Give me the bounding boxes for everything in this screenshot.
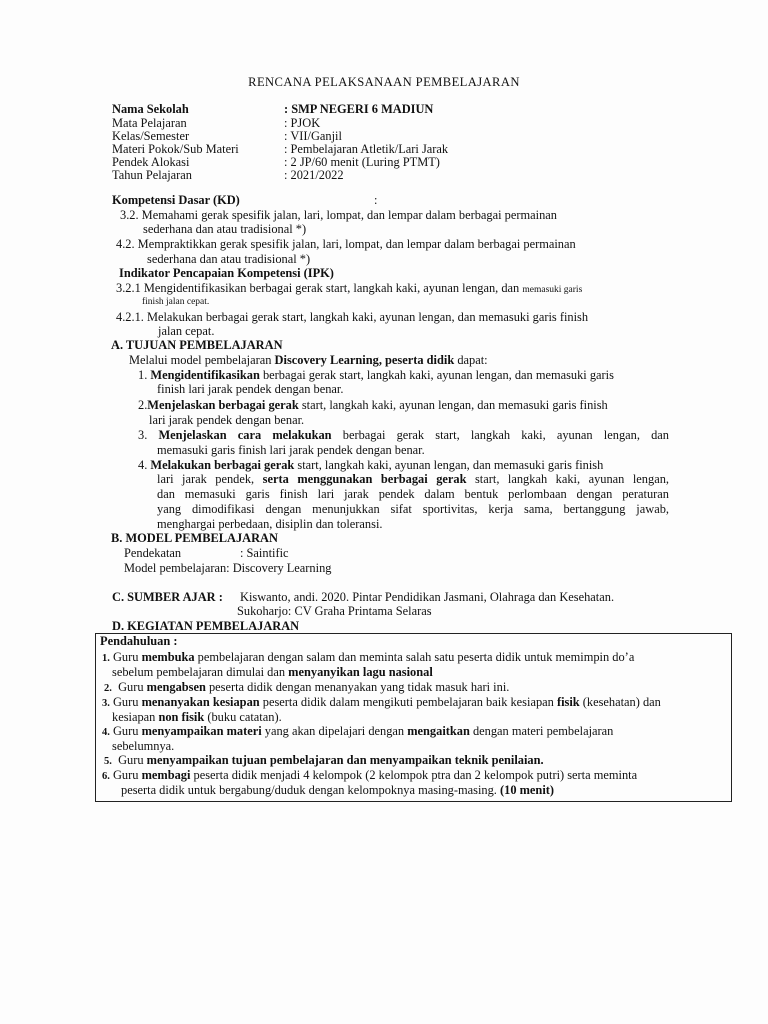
tujuan-item-1 [138,368,614,382]
p4-bold2: mengaitkan [407,724,470,738]
tujuan-item-2 [138,398,608,412]
p1-pre: Guru [112,650,142,664]
tujuan-1-rest: berbagai gerak start, langkah kaki, ayunan lengan, dan memasuki garis [259,368,614,382]
tujuan-4b-pre: lari jarak pendek, [157,472,263,486]
tahun-label: Tahun Pelajaran [112,168,192,182]
tujuan-3-rest: berbagai gerak start, langkah kaki, ayunan lengan, dan [331,428,669,442]
alokasi-label: Pendek Alokasi [112,155,190,169]
p6b-pre: peserta didik untuk bergabung/duduk dengan kelompoknya masing-masing. [121,783,500,797]
ipk-heading: Indikator Pencapaian Kompetensi (IPK) [119,266,334,280]
p1b-bold: menyanyikan lagu nasional [288,665,433,679]
ipk-3-2-1-text: 3.2.1 Mengidentifikasikan berbagai gerak start, langkah kaki, ayunan lengan, dan [116,281,520,295]
tujuan-intro-post: dapat: [454,353,488,367]
mapel-label: Mata Pelajaran [112,116,187,130]
pendahuluan-item-1 [102,650,634,666]
p3-rest2: (kesehatan) dan [579,695,661,709]
sumber-line1: Kiswanto, andi. 2020. Pintar Pendidikan Jasmani, Olahraga dan Kesehatan. [240,590,615,604]
p3b-bold: non fisik [158,710,205,724]
p3b-pre: kesiapan [112,710,159,724]
kd-heading: Kompetensi Dasar (KD) [112,193,240,207]
tujuan-item-4-line2 [157,472,669,486]
kd-4-2-line2: sederhana dan atau tradisional *) [147,252,311,266]
tujuan-4-num: 4. [138,458,148,472]
pendekatan-value: : Saintific [240,546,289,560]
p1-rest: pembelajaran dengan salam dan meminta salah satu peserta didik untuk memimpin do’a [194,650,635,664]
tujuan-item-4-line5: menghargai perbedaan, disiplin dan toleransi. [157,517,383,531]
tujuan-item-4-line3: dan memasuki garis finish lari jarak pendek dalam bentuk perlombaan dengan peraturan [157,487,669,501]
p4-num: 4. [102,727,110,738]
tujuan-1-num: 1. [138,368,148,382]
pendahuluan-item-4-line2: sebelumnya. [112,739,175,753]
tujuan-4b-post: start, langkah kaki, ayunan lengan, [466,472,669,486]
tujuan-2-rest: start, langkah kaki, ayunan lengan, dan memasuki garis finish [298,398,608,412]
p4-bold: menyampaikan materi [141,724,262,738]
pendahuluan-title: Pendahuluan : [100,634,178,648]
p2-num: 2. [104,683,112,694]
kelas-value: : VII/Ganjil [284,129,342,143]
pendekatan-label: Pendekatan [124,546,182,560]
p4-rest2: dengan materi pembelajaran [469,724,614,738]
kegiatan-heading: D. KEGIATAN PEMBELAJARAN [112,619,300,633]
kd-3-2-line2: sederhana dan atau tradisional *) [143,222,307,236]
tujuan-heading: A. TUJUAN PEMBELAJARAN [111,338,283,352]
kelas-label: Kelas/Semester [112,129,190,143]
kd-colon: : [374,193,378,207]
p2-pre: Guru [118,680,147,694]
p6-bold: membagi [141,768,191,782]
p3-pre: Guru [112,695,142,709]
pendahuluan-item-3 [102,695,661,711]
p6-pre: Guru [112,768,142,782]
tujuan-2-bold: Menjelaskan berbagai gerak [147,398,299,412]
p1-num: 1. [102,653,110,664]
kd-3-2-line1: 3.2. Memahami gerak spesifik jalan, lari, lompat, dan lempar dalam berbagai permainan [120,208,557,222]
tujuan-4-bold: Melakukan berbagai gerak [150,458,295,472]
alokasi-value: : 2 JP/60 menit (Luring PTMT) [284,155,440,169]
p5-pre: Guru [118,753,147,767]
kd-4-2-line1: 4.2. Mempraktikkan gerak spesifik jalan, lari, lompat, dan lempar dalam berbagai permainan [116,237,576,251]
ipk-4-2-1-line1: 4.2.1. Melakukan berbagai gerak start, langkah kaki, ayunan lengan, dan memasuki garis finish [116,310,589,324]
pendahuluan-item-5 [104,753,544,769]
p3b-post: (buku catatan). [204,710,282,724]
p3-num: 3. [102,698,110,709]
p4-rest: yang akan dipelajari dengan [261,724,408,738]
tujuan-intro-pre: Melalui model pembelajaran [129,353,275,367]
sumber-line2: Sukoharjo: CV Graha Printama Selaras [237,604,432,618]
tujuan-item-3 [138,428,669,442]
pendahuluan-item-6 [102,768,637,784]
p6-rest: peserta didik menjadi 4 kelompok (2 kelompok ptra dan 2 kelompok putri) serta meminta [190,768,638,782]
sumber-label: C. SUMBER AJAR : [112,590,223,604]
p3-rest: peserta didik dalam mengikuti pembelajaran baik kesiapan [259,695,557,709]
nama-sekolah-value: : SMP NEGERI 6 MADIUN [284,102,434,116]
materi-label: Materi Pokok/Sub Materi [112,142,239,156]
p5-num: 5. [104,756,112,767]
p3-bold2: fisik [556,695,580,709]
tujuan-3-num: 3. [138,428,148,442]
ipk-4-2-1-line2: jalan cepat. [158,324,215,338]
pendahuluan-item-6-line2 [121,783,554,797]
p6b-bold: (10 menit) [500,783,555,797]
model-line: Model pembelajaran: Discovery Learning [124,561,332,575]
ipk-3-2-1-line2: finish jalan cepat. [142,297,210,307]
p5-bold: menyampaikan tujuan pembelajaran dan menyampaikan teknik penilaian. [146,753,544,767]
nama-sekolah-label: Nama Sekolah [112,102,189,116]
p2-rest: peserta didik dengan menanyakan yang tidak masuk hari ini. [205,680,510,694]
p3-bold: menanyakan kesiapan [141,695,260,709]
tujuan-item-3-line2: memasuki garis finish lari jarak pendek dengan benar. [157,443,425,457]
ipk-3-2-1-small: memasuki garis [522,285,583,295]
tujuan-item-2-line2: lari jarak pendek dengan benar. [149,413,305,427]
tujuan-intro [129,353,488,367]
pendahuluan-item-4 [102,724,613,740]
pendahuluan-item-3-line2 [112,710,282,724]
tujuan-item-4-line4: yang dimodifikasi dengan menunjukkan sifat sportivitas, kerja sama, bertanggung jawab, [157,502,669,516]
p2-bold: mengabsen [146,680,206,694]
model-heading: B. MODEL PEMBELAJARAN [111,531,278,545]
tujuan-1-bold: Mengidentifikasikan [150,368,260,382]
mapel-value: : PJOK [284,116,321,130]
p1b-pre: sebelum pembelajaran dimulai dan [112,665,289,679]
tahun-value: : 2021/2022 [284,168,344,182]
document-title: RENCANA PELAKSANAAN PEMBELAJARAN [248,75,520,89]
tujuan-4-rest: start, langkah kaki, ayunan lengan, dan memasuki garis finish [294,458,604,472]
tujuan-2-num: 2. [138,398,148,412]
pendahuluan-item-2 [104,680,509,696]
tujuan-item-4 [138,458,603,472]
p1-bold: membuka [141,650,195,664]
tujuan-item-1-line2: finish lari jarak pendek dengan benar. [157,382,344,396]
tujuan-4b-bold: serta menggunakan berbagai gerak [262,472,467,486]
tujuan-3-bold: Menjelaskan cara melakukan [158,428,332,442]
p4-pre: Guru [112,724,142,738]
p6-num: 6. [102,771,110,782]
tujuan-intro-bold: Discovery Learning, peserta didik [274,353,455,367]
materi-value: : Pembelajaran Atletik/Lari Jarak [284,142,449,156]
pendahuluan-item-1-line2 [112,665,433,679]
